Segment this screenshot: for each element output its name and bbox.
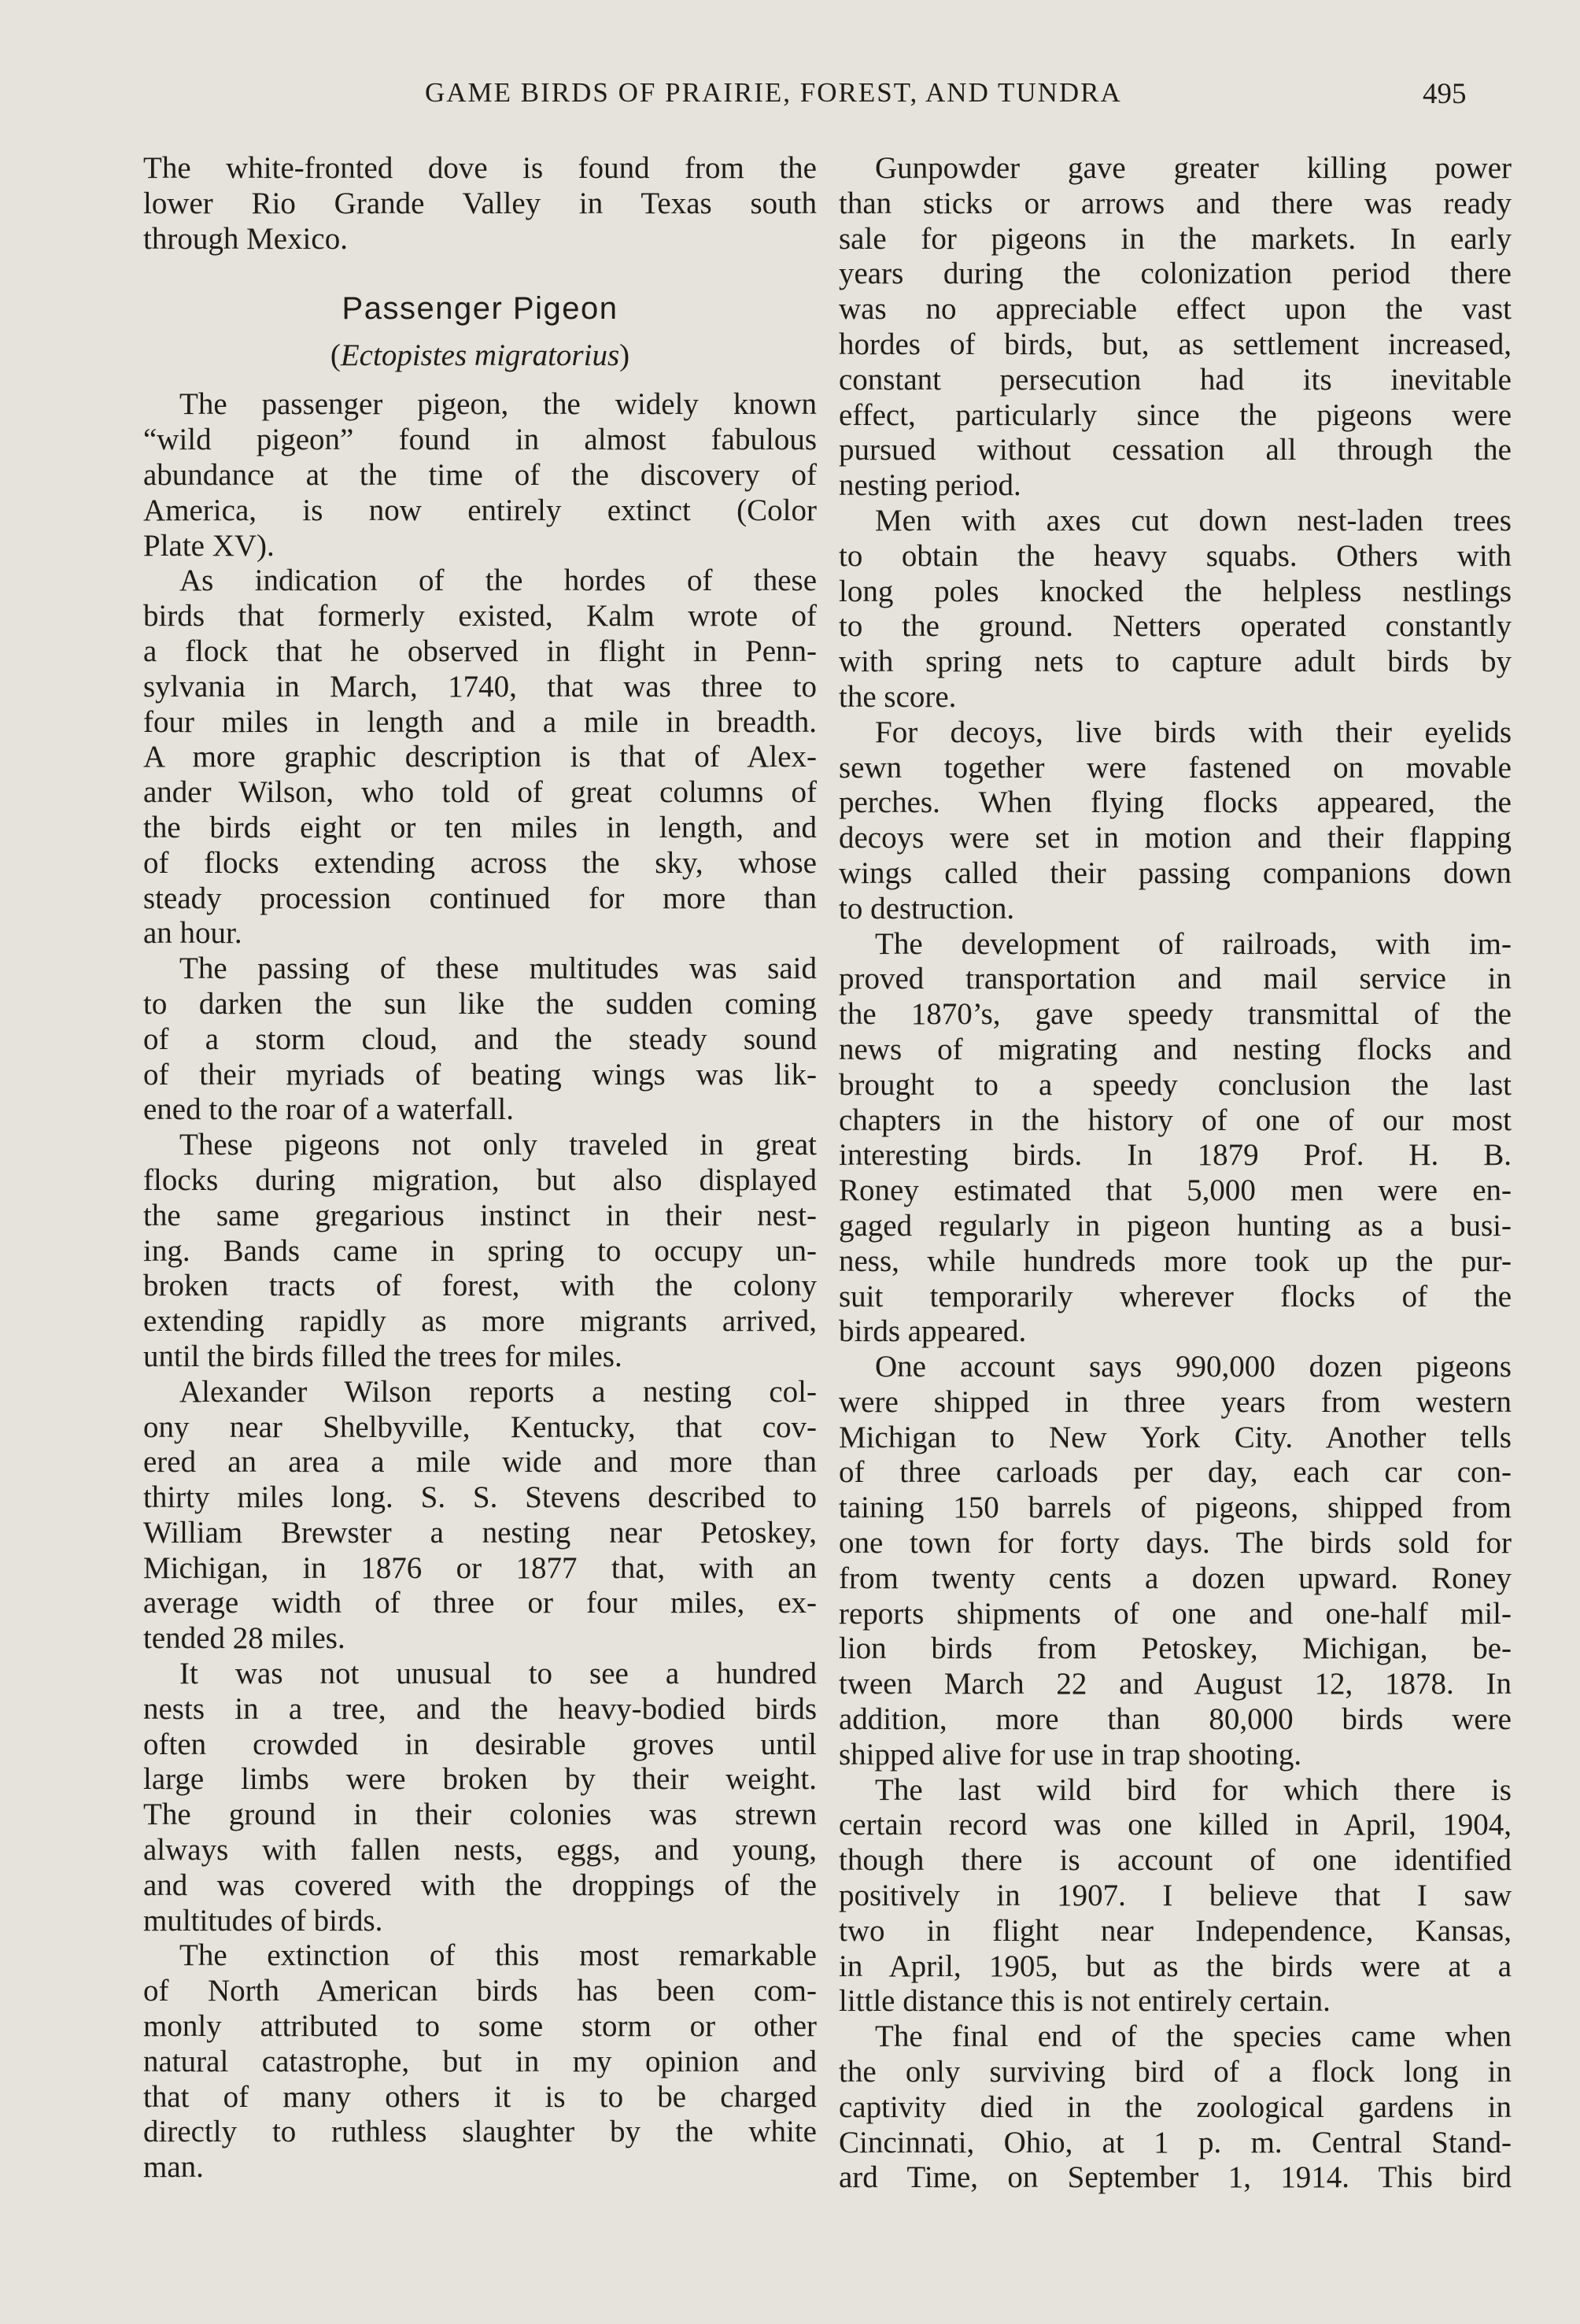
text-line: tween March 22 and August 12, 1878. In bbox=[839, 1667, 1512, 1701]
paragraph bbox=[143, 1657, 817, 1938]
text-line: America, is now entirely extinct (Color bbox=[143, 493, 817, 527]
text-line: of North American birds has been com- bbox=[143, 1974, 817, 2008]
text-line: These pigeons not only traveled in great bbox=[179, 1128, 817, 1162]
text-line: pursued without cessation all through the bbox=[839, 433, 1512, 467]
text-line: thirty miles long. S. S. Stevens described to bbox=[143, 1480, 817, 1515]
text-line: Gunpowder gave greater killing power bbox=[875, 151, 1512, 185]
text-line: birds that formerly existed, Kalm wrote of bbox=[143, 599, 817, 634]
text-line: though there is account of one identified bbox=[839, 1843, 1512, 1878]
text-line: captivity died in the zoological gardens in bbox=[839, 2089, 1512, 2124]
text-line: that of many others it is to be charged bbox=[143, 2079, 817, 2114]
text-line: ony near Shelbyville, Kentucky, that cov- bbox=[143, 1410, 817, 1444]
text-line: lion birds from Petoskey, Michigan, be- bbox=[839, 1631, 1512, 1666]
text-line: of a storm cloud, and the steady sound bbox=[143, 1022, 817, 1056]
text-line: the birds eight or ten miles in length, and bbox=[143, 810, 817, 844]
text-line: years during the colonization period there bbox=[839, 257, 1512, 291]
paragraph bbox=[143, 387, 817, 563]
text-line: nesting period. bbox=[839, 468, 1021, 503]
text-line: often crowded in desirable groves until bbox=[143, 1727, 817, 1761]
paragraph bbox=[839, 504, 1512, 715]
text-line: through Mexico. bbox=[143, 221, 348, 256]
text-line: addition, more than 80,000 birds were bbox=[839, 1702, 1512, 1737]
text-line: lower Rio Grande Valley in Texas south bbox=[143, 186, 817, 220]
text-line: brought to a speedy conclusion the last bbox=[839, 1067, 1512, 1102]
text-line: the same gregarious instinct in their nest- bbox=[143, 1198, 817, 1232]
text-line: Michigan, in 1876 or 1877 that, with an bbox=[143, 1550, 817, 1585]
text-line: The passenger pigeon, the widely known bbox=[179, 387, 817, 422]
text-line: ing. Bands came in spring to occupy un- bbox=[143, 1233, 817, 1268]
text-line: gaged regularly in pigeon hunting as a busi- bbox=[839, 1208, 1512, 1243]
text-line: to the ground. Netters operated constantly bbox=[839, 609, 1512, 644]
text-line: sewn together were fastened on movable bbox=[839, 750, 1512, 785]
text-line: monly attributed to some storm or other bbox=[143, 2009, 817, 2044]
text-line: hordes of birds, but, as settlement increased, bbox=[839, 327, 1512, 361]
text-line: For decoys, live birds with their eyelids bbox=[875, 715, 1512, 749]
text-line: average width of three or four miles, ex- bbox=[143, 1586, 817, 1620]
paragraph bbox=[839, 2019, 1512, 2196]
text-line: As indication of the hordes of these bbox=[179, 563, 817, 598]
text-line: certain record was one killed in April, 1904, bbox=[839, 1808, 1512, 1842]
text-line: perches. When flying flocks appeared, the bbox=[839, 785, 1512, 820]
text-line: always with fallen nests, eggs, and young, bbox=[143, 1833, 817, 1868]
text-line: nests in a tree, and the heavy-bodied birds bbox=[143, 1691, 817, 1726]
text-line: Alexander Wilson reports a nesting col- bbox=[179, 1374, 817, 1409]
text-line: tended 28 miles. bbox=[143, 1621, 345, 1656]
text-line: The final end of the species came when bbox=[875, 2019, 1512, 2054]
text-line: shipped alive for use in trap shooting. bbox=[839, 1737, 1302, 1772]
text-line: multitudes of birds. bbox=[143, 1903, 383, 1938]
text-line: Roney estimated that 5,000 men were en- bbox=[839, 1173, 1512, 1208]
text-line: large limbs were broken by their weight. bbox=[143, 1762, 817, 1797]
text-line: abundance at the time of the discovery of bbox=[143, 457, 817, 492]
text-line: a flock that he observed in flight in Penn- bbox=[143, 634, 817, 668]
text-line: of flocks extending across the sky, whose bbox=[143, 845, 817, 880]
text-line: to obtain the heavy squabs. Others with bbox=[839, 538, 1512, 573]
text-line: One account says 990,000 dozen pigeons bbox=[875, 1350, 1512, 1384]
text-line: The white-fronted dove is found from the bbox=[143, 151, 817, 185]
text-line: and was covered with the droppings of the bbox=[143, 1868, 817, 1902]
intro-paragraph bbox=[143, 151, 817, 257]
text-line: The development of railroads, with im- bbox=[875, 926, 1512, 961]
paragraph bbox=[143, 1128, 817, 1375]
text-line: to destruction. bbox=[839, 891, 1015, 926]
text-line: two in flight near Independence, Kansas, bbox=[839, 1913, 1512, 1948]
page-number: 495 bbox=[1423, 78, 1467, 110]
text-line: natural catastrophe, but in my opinion and bbox=[143, 2044, 817, 2078]
text-line: broken tracts of forest, with the colony bbox=[143, 1269, 817, 1303]
text-line: were shipped in three years from western bbox=[839, 1384, 1512, 1419]
scientific-name-text: Ectopistes migratorius bbox=[340, 338, 620, 373]
text-line: of three carloads per day, each car con- bbox=[839, 1455, 1512, 1490]
text-line: suit temporarily wherever flocks of the bbox=[839, 1279, 1512, 1313]
text-line: positively in 1907. I believe that I saw bbox=[839, 1879, 1512, 1913]
text-line: than sticks or arrows and there was ready bbox=[839, 186, 1512, 220]
paragraph bbox=[839, 1350, 1512, 1773]
paragraph bbox=[839, 151, 1512, 504]
text-line: Cincinnati, Ohio, at 1 p. m. Central Stand- bbox=[839, 2125, 1512, 2160]
text-line: sale for pigeons in the markets. In early bbox=[839, 221, 1512, 256]
text-line: the score. bbox=[839, 679, 957, 714]
text-line: taining 150 barrels of pigeons, shipped from bbox=[839, 1491, 1512, 1525]
text-line: constant persecution had its inevitable bbox=[839, 362, 1512, 397]
text-line: of their myriads of beating wings was lik- bbox=[143, 1057, 817, 1092]
text-line: directly to ruthless slaughter by the white bbox=[143, 2115, 817, 2149]
text-line: proved transportation and mail service in bbox=[839, 962, 1512, 996]
text-line: was no appreciable effect upon the vast bbox=[839, 292, 1512, 327]
text-line: four miles in length and a mile in breadth. bbox=[143, 704, 817, 739]
paragraph bbox=[143, 1938, 817, 2185]
text-line: ander Wilson, who told of great columns of bbox=[143, 775, 817, 810]
text-line: from twenty cents a dozen upward. Roney bbox=[839, 1561, 1512, 1595]
text-line: to darken the sun like the sudden coming bbox=[143, 986, 817, 1021]
paragraph bbox=[143, 951, 817, 1128]
text-line: the 1870’s, gave speedy transmittal of the bbox=[839, 997, 1512, 1032]
text-line: until the birds filled the trees for miles. bbox=[143, 1339, 622, 1373]
text-line: Men with axes cut down nest-laden trees bbox=[875, 503, 1512, 538]
text-line: The passing of these multitudes was said bbox=[179, 951, 817, 986]
running-head: GAME BIRDS OF PRAIRIE, FOREST, AND TUNDRA bbox=[425, 77, 1122, 108]
text-line: chapters in the history of one of our most bbox=[839, 1103, 1512, 1137]
text-line: birds appeared. bbox=[839, 1314, 1027, 1349]
scientific-name: (Ectopistes migratorius) bbox=[330, 338, 630, 373]
text-line: with spring nets to capture adult birds by bbox=[839, 645, 1512, 679]
page-header bbox=[0, 77, 1580, 116]
text-line: the only surviving bird of a flock long in bbox=[839, 2055, 1512, 2089]
text-line: “wild pigeon” found in almost fabulous bbox=[143, 423, 817, 457]
text-line: A more graphic description is that of Alex- bbox=[143, 740, 817, 774]
section-heading: Passenger Pigeon bbox=[341, 291, 618, 327]
text-line: The ground in their colonies was strewn bbox=[143, 1797, 817, 1832]
text-line: an hour. bbox=[143, 916, 242, 951]
text-line: It was not unusual to see a hundred bbox=[179, 1657, 817, 1691]
text-line: news of migrating and nesting flocks and bbox=[839, 1032, 1512, 1066]
text-line: little distance this is not entirely certain. bbox=[839, 1984, 1331, 2019]
text-line: sylvania in March, 1740, that was three to bbox=[143, 669, 817, 704]
text-line: ard Time, on September 1, 1914. This bird bbox=[839, 2160, 1512, 2195]
text-line: one town for forty days. The birds sold for bbox=[839, 1526, 1512, 1561]
paragraph bbox=[839, 1773, 1512, 2020]
text-line: decoys were set in motion and their flapping bbox=[839, 821, 1512, 855]
paragraph bbox=[839, 715, 1512, 927]
text-line: William Brewster a nesting near Petoskey, bbox=[143, 1515, 817, 1550]
text-line: flocks during migration, but also displayed bbox=[143, 1162, 817, 1197]
text-line: ered an area a mile wide and more than bbox=[143, 1445, 817, 1480]
text-line: wings called their passing companions down bbox=[839, 855, 1512, 890]
text-line: reports shipments of one and one-half mil- bbox=[839, 1596, 1512, 1631]
paragraph bbox=[143, 1375, 817, 1657]
text-line: ened to the roar of a waterfall. bbox=[143, 1092, 515, 1127]
text-line: steady procession continued for more than bbox=[143, 881, 817, 915]
text-line: interesting birds. In 1879 Prof. H. B. bbox=[839, 1138, 1512, 1173]
text-line: long poles knocked the helpless nestlings bbox=[839, 574, 1512, 608]
left-column bbox=[143, 151, 817, 2185]
text-line: ness, while hundreds more took up the pur- bbox=[839, 1243, 1512, 1278]
text-line: Michigan to New York City. Another tells bbox=[839, 1420, 1512, 1454]
paragraph bbox=[839, 927, 1512, 1350]
paragraph bbox=[143, 563, 817, 951]
text-line: The extinction of this most remarkable bbox=[179, 1938, 817, 1973]
text-line: in April, 1905, but as the birds were at a bbox=[839, 1949, 1512, 1983]
text-line: Plate XV). bbox=[143, 528, 275, 563]
text-line: extending rapidly as more migrants arrived, bbox=[143, 1304, 817, 1339]
right-column bbox=[839, 151, 1512, 2196]
text-line: The last wild bird for which there is bbox=[875, 1772, 1512, 1807]
text-line: effect, particularly since the pigeons were bbox=[839, 397, 1512, 432]
text-line: man. bbox=[143, 2150, 204, 2185]
